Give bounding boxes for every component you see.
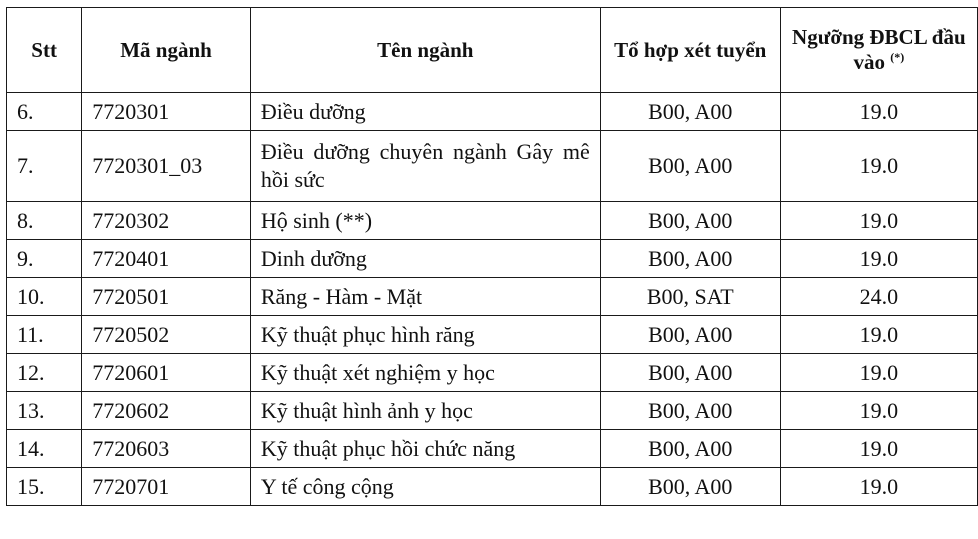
- header-name: Tên ngành: [250, 8, 600, 93]
- cell-stt: 15.: [7, 468, 82, 506]
- cell-combo: B00, SAT: [600, 278, 780, 316]
- cell-score: 19.0: [780, 392, 977, 430]
- cell-stt: 8.: [7, 202, 82, 240]
- cell-combo: B00, A00: [600, 131, 780, 202]
- cell-combo: B00, A00: [600, 468, 780, 506]
- cell-score: 19.0: [780, 93, 977, 131]
- table-row: [7, 392, 978, 430]
- cell-score: 19.0: [780, 430, 977, 468]
- cell-name: Kỹ thuật phục hình răng: [250, 316, 600, 354]
- cell-score: 19.0: [780, 316, 977, 354]
- cell-code: 7720602: [82, 392, 251, 430]
- cell-combo: B00, A00: [600, 93, 780, 131]
- table-row: [7, 316, 978, 354]
- table-row: [7, 240, 978, 278]
- cell-stt: 11.: [7, 316, 82, 354]
- cell-stt: 6.: [7, 93, 82, 131]
- header-score: [780, 8, 977, 93]
- cell-score: 19.0: [780, 468, 977, 506]
- cell-combo: B00, A00: [600, 316, 780, 354]
- header-combo: Tổ hợp xét tuyển: [600, 8, 780, 93]
- cell-score: 24.0: [780, 278, 977, 316]
- cell-score: 19.0: [780, 240, 977, 278]
- table-row: [7, 93, 978, 131]
- admission-threshold-table: [6, 7, 978, 506]
- cell-combo: B00, A00: [600, 430, 780, 468]
- header-stt: Stt: [7, 8, 82, 93]
- table-row: [7, 354, 978, 392]
- cell-code: 7720701: [82, 468, 251, 506]
- cell-code: 7720601: [82, 354, 251, 392]
- cell-score: 19.0: [780, 202, 977, 240]
- table-row: [7, 202, 978, 240]
- cell-score: 19.0: [780, 131, 977, 202]
- table-header: [7, 8, 978, 93]
- cell-stt: 10.: [7, 278, 82, 316]
- header-code: Mã ngành: [82, 8, 251, 93]
- cell-code: 7720301_03: [82, 131, 251, 202]
- cell-code: 7720501: [82, 278, 251, 316]
- cell-name: Điều dưỡng: [250, 93, 600, 131]
- table-row: [7, 131, 978, 202]
- cell-name: Dinh dưỡng: [250, 240, 600, 278]
- header-score-label: Ngưỡng ĐBCL đầu vào: [792, 25, 966, 74]
- table-row: [7, 278, 978, 316]
- table-row: [7, 468, 978, 506]
- cell-stt: 13.: [7, 392, 82, 430]
- cell-name: Điều dưỡng chuyên ngành Gây mê hồi sức: [250, 131, 600, 202]
- cell-combo: B00, A00: [600, 354, 780, 392]
- cell-stt: 12.: [7, 354, 82, 392]
- cell-name: Kỹ thuật hình ảnh y học: [250, 392, 600, 430]
- cell-name: Răng - Hàm - Mặt: [250, 278, 600, 316]
- cell-code: 7720301: [82, 93, 251, 131]
- cell-score: 19.0: [780, 354, 977, 392]
- table-body: [7, 93, 978, 506]
- cell-code: 7720302: [82, 202, 251, 240]
- cell-name: Kỹ thuật phục hồi chức năng: [250, 430, 600, 468]
- cell-name: Kỹ thuật xét nghiệm y học: [250, 354, 600, 392]
- cell-combo: B00, A00: [600, 202, 780, 240]
- table-row: [7, 430, 978, 468]
- cell-stt: 7.: [7, 131, 82, 202]
- cell-code: 7720502: [82, 316, 251, 354]
- cell-stt: 14.: [7, 430, 82, 468]
- header-row: [7, 8, 978, 93]
- admission-table-container: [6, 7, 978, 506]
- cell-code: 7720401: [82, 240, 251, 278]
- cell-combo: B00, A00: [600, 392, 780, 430]
- cell-stt: 9.: [7, 240, 82, 278]
- cell-code: 7720603: [82, 430, 251, 468]
- cell-combo: B00, A00: [600, 240, 780, 278]
- cell-name: Hộ sinh (**): [250, 202, 600, 240]
- header-score-note: (*): [890, 50, 905, 64]
- cell-name: Y tế công cộng: [250, 468, 600, 506]
